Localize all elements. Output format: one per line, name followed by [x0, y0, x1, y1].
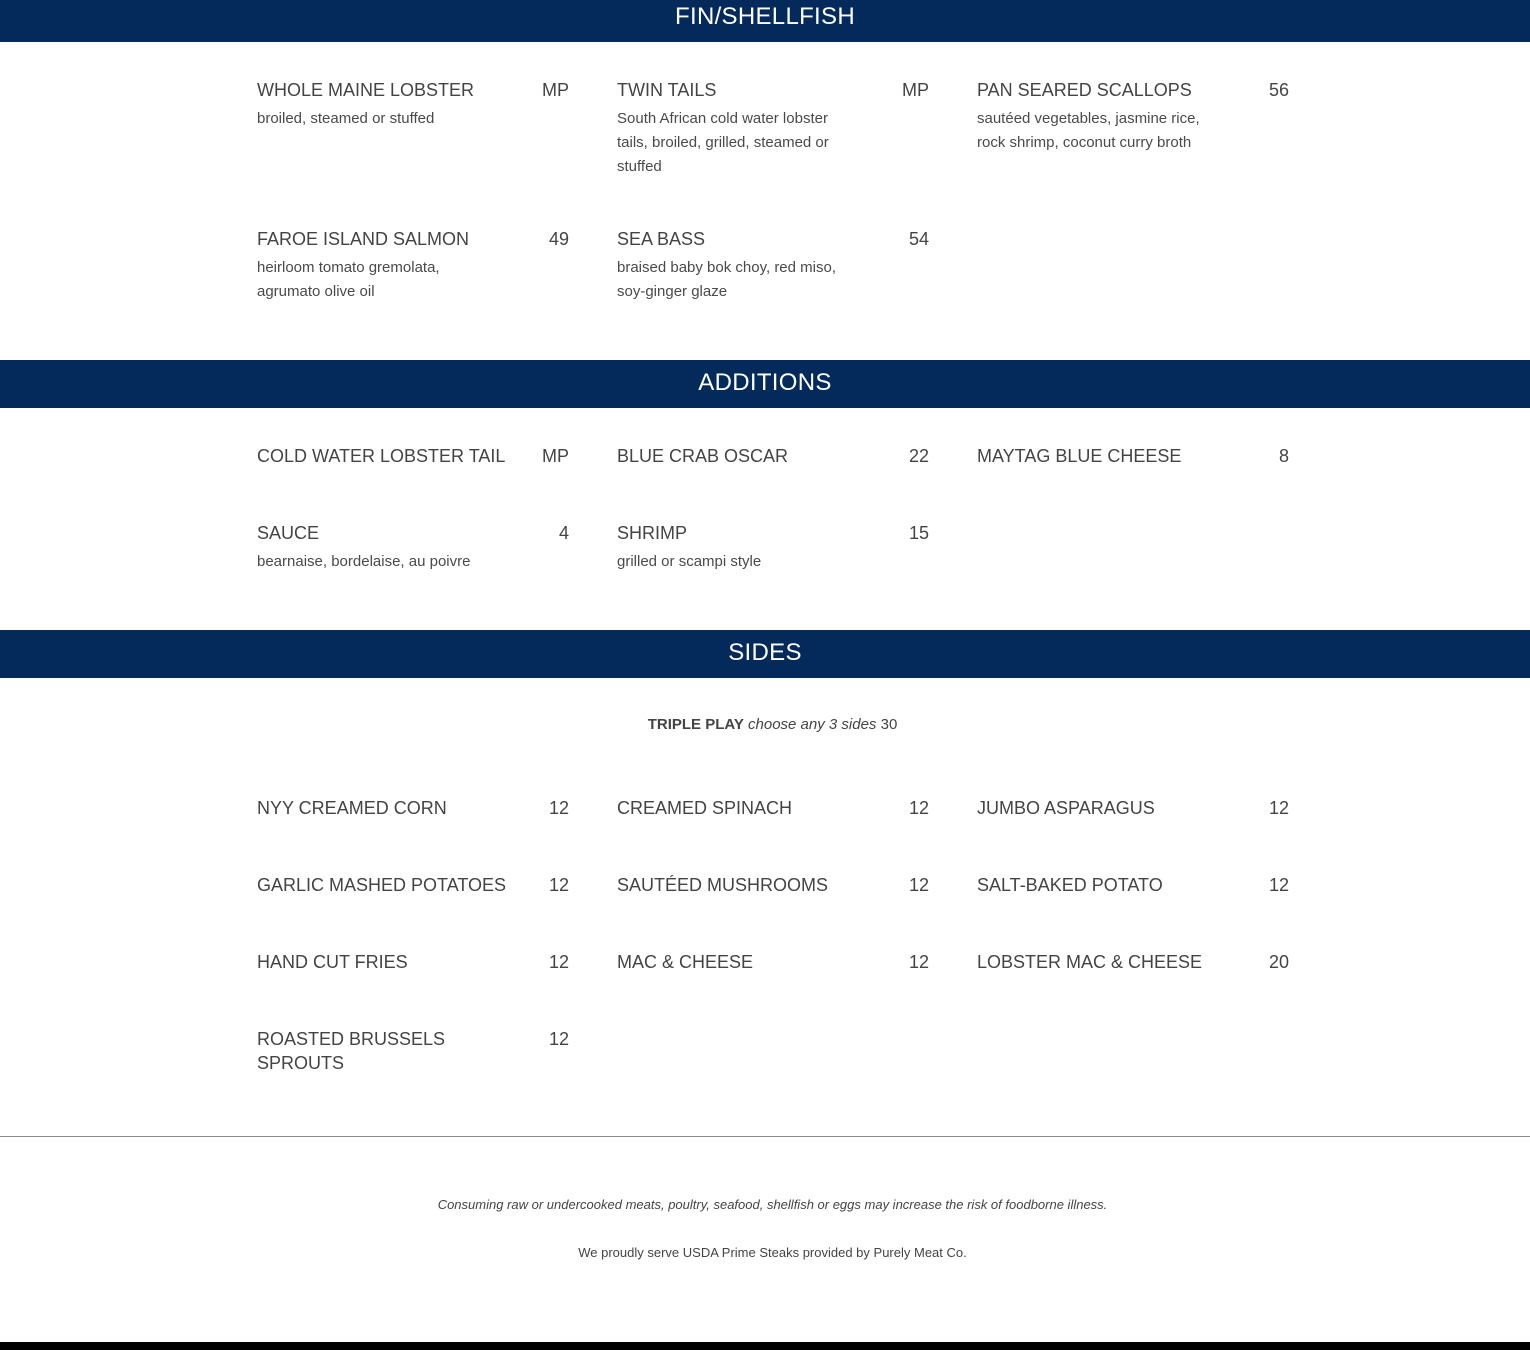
- menu-item-sauce: [257, 521, 569, 574]
- menu-item-sauteed-mushrooms: [617, 873, 929, 897]
- section-header-sides: SIDES: [0, 630, 1530, 678]
- triple-play-description: choose any 3 sides: [748, 716, 877, 733]
- menu-item-price: 22: [908, 446, 929, 466]
- menu-item-price: 54: [908, 229, 929, 249]
- menu-item-price: 15: [908, 523, 929, 543]
- menu-item-price: 12: [548, 875, 569, 895]
- footer-divider: [0, 1136, 1530, 1137]
- menu-item-garlic-mashed-potatoes: [257, 873, 569, 897]
- menu-item-twin-tails: [617, 78, 929, 179]
- menu-item-description: broiled, steamed or stuffed: [257, 110, 435, 127]
- menu-item-price: 12: [908, 952, 929, 972]
- usda-prime-note: We proudly serve USDA Prime Steaks provided by Purely Meat Co.: [578, 1245, 967, 1260]
- menu-item-name: MAYTAG BLUE CHEESE: [977, 446, 1182, 466]
- menu-item-cold-water-lobster-tail: [257, 444, 569, 468]
- triple-play-offer: [0, 713, 1530, 737]
- menu-item-name: SHRIMP: [617, 523, 688, 543]
- menu-item-name: SAUTÉED MUSHROOMS: [617, 875, 829, 895]
- menu-item-name: GARLIC MASHED POTATOES: [257, 875, 507, 895]
- menu-item-nyy-creamed-corn: [257, 796, 569, 820]
- menu-item-description: bearnaise, bordelaise, au poivre: [257, 553, 471, 570]
- menu-item-name: WHOLE MAINE LOBSTER: [257, 80, 475, 100]
- menu-item-price: 56: [1268, 80, 1289, 100]
- menu-item-name: SEA BASS: [617, 229, 706, 249]
- menu-item-price: 4: [558, 523, 569, 543]
- menu-item-description: sautéed vegetables, jasmine rice, rock shrimp, coconut curry broth: [977, 110, 1200, 151]
- menu-item-name: BLUE CRAB OSCAR: [617, 446, 789, 466]
- menu-item-name: COLD WATER LOBSTER TAIL: [257, 446, 506, 466]
- menu-item-salt-baked-potato: [977, 873, 1289, 897]
- menu-item-name: JUMBO ASPARAGUS: [977, 798, 1155, 818]
- menu-item-price: 12: [1268, 875, 1289, 895]
- menu-item-pan-seared-scallops: [977, 78, 1289, 155]
- menu-item-name: LOBSTER MAC & CHEESE: [977, 952, 1203, 972]
- menu-item-sea-bass: [617, 227, 929, 304]
- menu-item-description: braised baby bok choy, red miso, soy-ginger glaze: [617, 259, 837, 300]
- menu-item-lobster-mac-and-cheese: [977, 950, 1289, 974]
- menu-item-description: South African cold water lobster tails, broiled, grilled, steamed or stuffed: [617, 110, 829, 175]
- menu-item-name: CREAMED SPINACH: [617, 798, 793, 818]
- foodborne-illness-warning: Consuming raw or undercooked meats, poultry, seafood, shellfish or eggs may increase the risk of foodborne illness.: [437, 1197, 1108, 1212]
- menu-item-roasted-brussels-sprouts: [257, 1027, 569, 1075]
- menu-item-price: 12: [548, 952, 569, 972]
- menu-item-name: MAC & CHEESE: [617, 952, 754, 972]
- menu-item-price: MP: [902, 80, 929, 100]
- triple-play-price: 30: [880, 716, 898, 733]
- menu-item-blue-crab-oscar: [617, 444, 929, 468]
- menu-item-price: 12: [548, 1029, 569, 1049]
- menu-item-creamed-spinach: [617, 796, 929, 820]
- menu-item-hand-cut-fries: [257, 950, 569, 974]
- menu-item-price: 49: [548, 229, 569, 249]
- menu-item-description: grilled or scampi style: [617, 553, 762, 570]
- menu-item-name: ROASTED BRUSSELS SPROUTS: [257, 1029, 446, 1073]
- menu-item-shrimp: [617, 521, 929, 574]
- menu-item-mac-and-cheese: [617, 950, 929, 974]
- menu-item-price: 20: [1268, 952, 1289, 972]
- menu-item-name: HAND CUT FRIES: [257, 952, 408, 972]
- menu-item-name: SALT-BAKED POTATO: [977, 875, 1163, 895]
- menu-item-name: NYY CREAMED CORN: [257, 798, 447, 818]
- menu-item-maytag-blue-cheese: [977, 444, 1289, 468]
- menu-item-name: FAROE ISLAND SALMON: [257, 229, 470, 249]
- triple-play-name: TRIPLE PLAY: [647, 716, 744, 733]
- menu-item-jumbo-asparagus: [977, 796, 1289, 820]
- menu-item-price: 12: [908, 798, 929, 818]
- menu-item-name: SAUCE: [257, 523, 320, 543]
- menu-item-name: PAN SEARED SCALLOPS: [977, 80, 1192, 100]
- menu-item-name: TWIN TAILS: [617, 80, 717, 100]
- section-header-additions: ADDITIONS: [0, 360, 1530, 408]
- menu-item-price: MP: [542, 80, 569, 100]
- menu-item-price: 12: [908, 875, 929, 895]
- bottom-bar: [0, 1342, 1530, 1350]
- menu-item-price: 12: [548, 798, 569, 818]
- menu-item-price: 8: [1278, 446, 1289, 466]
- menu-item-price: 12: [1268, 798, 1289, 818]
- menu-item-price: MP: [542, 446, 569, 466]
- menu-item-faroe-island-salmon: [257, 227, 569, 304]
- menu-item-description: heirloom tomato gremolata, agrumato olive oil: [257, 259, 440, 300]
- section-header-fin-shellfish: FIN/SHELLFISH: [0, 0, 1530, 42]
- menu-item-whole-maine-lobster: [257, 78, 569, 131]
